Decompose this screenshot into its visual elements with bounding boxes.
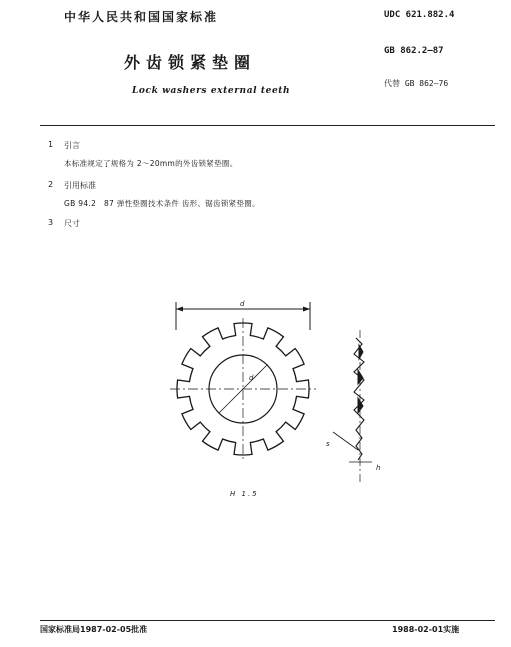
section-2-number: 2 [48, 180, 54, 189]
section-2-body: GB 94.2 87 弹性垫圈技术条件 齿形、锯齿锁紧垫圈。 [64, 199, 260, 208]
section-3-heading: 尺寸 [64, 219, 80, 228]
english-title: Lock washers external teeth [132, 86, 291, 96]
inner-diameter-label: d [249, 374, 254, 382]
udc-code: UDC 621.882.4 [384, 10, 455, 20]
dim-arrow-right [303, 307, 310, 312]
issuing-body: 中华人民共和国国家标准 [64, 10, 219, 24]
outer-diameter-label: d [240, 300, 245, 308]
approval-date: 国家标准局1987-02-05批准 [40, 625, 148, 634]
dim-arrow-left [176, 307, 183, 312]
thickness-label: h [376, 464, 381, 472]
angle-label: s [326, 440, 330, 448]
replaces-standard: 代替 GB 862—76 [384, 79, 449, 88]
section-2-heading: 引用标准 [64, 181, 96, 190]
effective-date: 1988-02-01实施 [392, 625, 460, 634]
document-title: 外齿锁紧垫圈 [124, 53, 257, 72]
section-1-number: 1 [48, 140, 54, 149]
angle-line [333, 432, 358, 450]
side-view-teeth [358, 345, 363, 413]
footer-rule [40, 620, 495, 621]
figure-caption: H 1.5 [230, 490, 259, 498]
section-3-number: 3 [48, 218, 54, 227]
section-1-heading: 引言 [64, 141, 80, 150]
section-1-body: 本标准规定了规格为 2～20mm的外齿锁紧垫圈。 [64, 159, 238, 168]
standard-number: GB 862.2—87 [384, 46, 444, 56]
